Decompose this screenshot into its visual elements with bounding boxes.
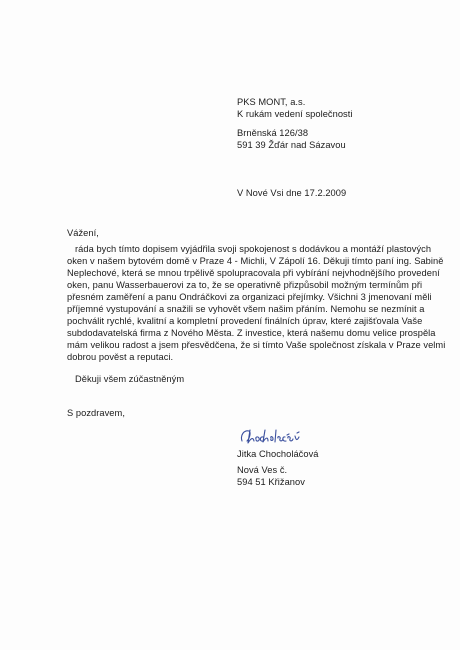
body-line: oken v našem bytovém domě v Praze 4 - Michli, V Zápolí 16. Děkuji tímto paní ing. Sabině: [67, 256, 444, 266]
body-line: Neplechové, která se mnou trpělivě spolupracovala při vybírání nejvhodnějšího provedení: [67, 268, 440, 278]
thanks-line: Děkuji všem zúčastněným: [75, 374, 185, 384]
body-line: oken, panu Wasserbauerovi za to, že se operativně přizpůsobil možným termínům při: [67, 280, 423, 290]
place-date: V Nové Vsi dne 17.2.2009: [237, 188, 347, 198]
body-line: ráda bych tímto dopisem vyjádřila svoji spokojenost s dodávkou a montáží plastových: [75, 244, 432, 254]
recipient-company: PKS MONT, a.s.: [237, 97, 306, 107]
signatory-street: Nová Ves č.: [237, 465, 288, 475]
body-line: subdodavatelská firma z Nového Města. Z investice, která našemu domu velice prospěla: [67, 328, 436, 338]
signatory-name: Jitka Chocholáčová: [237, 449, 319, 459]
recipient-city: 591 39 Žďár nad Sázavou: [237, 140, 346, 150]
body-line: dobrou pověst a reputaci.: [67, 352, 174, 362]
salutation: Vážení,: [67, 228, 99, 238]
recipient-attention: K rukám vedení společnosti: [237, 109, 353, 119]
body-line: pochválit rychlé, kvalitní a kompletní provedení finálních úprav, které zajišťovala Vaše: [67, 316, 423, 326]
signatory-city: 594 51 Křižanov: [237, 477, 305, 487]
handwritten-signature: [238, 426, 328, 448]
body-line: mám velikou radost a jsem přesvědčena, že si tímto Vaše společnost získala v Praze velmi: [67, 340, 446, 350]
body-line: přesném zaměření a panu Ondráčkovi za organizaci přejímky. Všichni 3 jmenovaní měli: [67, 292, 432, 302]
body-line: příjemné vystupování a snažili se vyhovět všem našim přáním. Nemohu se nezmínit a: [67, 304, 425, 314]
recipient-street: Brněnská 126/38: [237, 128, 309, 138]
closing: S pozdravem,: [67, 408, 125, 418]
